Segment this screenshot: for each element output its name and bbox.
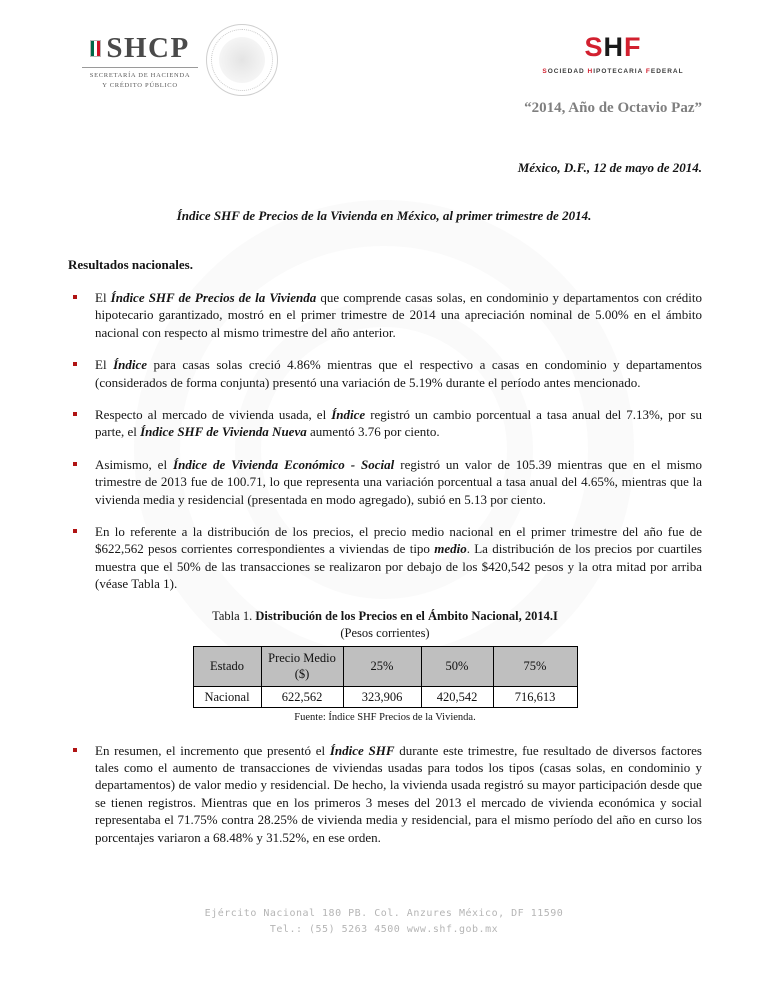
table-row <box>193 686 577 708</box>
bullet-icon <box>68 456 95 508</box>
table-header-25pct: 25% <box>343 647 421 687</box>
document-body <box>68 289 702 861</box>
bullet-text: En lo referente a la distribución de los precios, el precio medio nacional en el primer trimestre del año fue de $622,562 pesos corrientes correspondientes a viviendas de tipo medio. La distribución de los precios por cuartiles muestra que el 50% de las transacciones se realizaron por debajo de los $420,542 pesos y la otra mitad por arriba (véase Tabla 1). <box>95 524 702 592</box>
bullet-item <box>68 742 702 846</box>
table-source: Fuente: Índice SHF Precios de la Vivienda. <box>294 712 476 724</box>
bullet-item <box>68 523 702 593</box>
shcp-logo <box>82 34 198 92</box>
shf-subtitle: SOCIEDAD HIPOTECARIA FEDERAL <box>542 68 684 75</box>
table-caption-sub: (Pesos corrientes) <box>340 626 430 641</box>
table-header-row <box>193 647 577 687</box>
bullet-item <box>68 289 702 341</box>
cell-25pct: 323,906 <box>343 686 421 708</box>
bullet-icon <box>68 406 95 441</box>
table-header-precio-medio: Precio Medio ($) <box>261 647 343 687</box>
bullet-icon <box>68 523 95 593</box>
bullet-icon <box>68 742 95 846</box>
bullet-text: El Índice para casas solas creció 4.86% mientras que el respectivo a casas en condominio y departamentos (considerados de forma conjunta) presentó una variación de 5.19% durante el período antes mencionado. <box>95 357 702 390</box>
bullet-icon <box>68 289 95 341</box>
footer-contact: Tel.: (55) 5263 4500 www.shf.gob.mx <box>269 924 499 935</box>
cell-75pct: 716,613 <box>493 686 577 708</box>
bullet-text: El Índice SHF de Precios de la Vivienda que comprende casas solas, en condominio y departamentos con crédito hipotecario garantizado, mostró en el primer trimestre de 2014 una apreciación nominal de 5.00% en el ámbito nacional con respecto al mismo trimestre del año anterior. <box>95 290 702 340</box>
bullet-item <box>68 456 702 508</box>
national-seal-icon <box>206 24 278 96</box>
shcp-subtitle <box>82 67 198 92</box>
bullet-text: Respecto al mercado de vivienda usada, el Índice registró un cambio porcentual a tasa anual del 7.13%, por su parte, el Índice SHF de Vivienda Nueva aumentó 3.76 por ciento. <box>95 407 702 440</box>
shcp-subtitle-line2: Y CRÉDITO PÚBLICO <box>102 82 178 90</box>
section-heading: Resultados nacionales. <box>68 257 193 272</box>
table-caption: Tabla 1. Distribución de los Precios en el Ámbito Nacional, 2014.I <box>212 608 558 623</box>
dateline: México, D.F., 12 de mayo de 2014. <box>517 160 702 175</box>
shf-acronym: SHF <box>584 32 642 62</box>
footer-address: Ejército Nacional 180 PB. Col. Anzures México, DF 11590 <box>204 908 564 919</box>
shcp-acronym: SHCP <box>106 32 190 64</box>
table-header-50pct: 50% <box>421 647 493 687</box>
table-header-estado: Estado <box>193 647 261 687</box>
prices-table <box>193 646 578 708</box>
cell-50pct: 420,542 <box>421 686 493 708</box>
cell-precio-medio: 622,562 <box>261 686 343 708</box>
bullet-item <box>68 406 702 441</box>
bullet-icon <box>68 356 95 391</box>
shf-logo <box>528 34 698 75</box>
year-legend: “2014, Año de Octavio Paz” <box>524 100 702 116</box>
bullet-text: En resumen, el incremento que presentó el Índice SHF durante este trimestre, fue resultado de diversos factores tales como el aumento de transacciones de viviendas usadas para todos los tipos (casas solas, en condominio y departamentos) de valor medio y residencial. De hecho, la vivienda usada registró su mayor participación desde que se tienen registros. Mientras que en los primeros 3 meses del 2013 el mercado de vivienda económica y social representaba el 71.75% contra 28.25% de vivienda media y residencial, para el mismo período del año en curso los porcentajes variaron a 68.48% y 31.52%, en ese orden. <box>95 742 702 845</box>
cell-estado: Nacional <box>193 686 261 708</box>
bullet-item <box>68 356 702 391</box>
shcp-wordmark <box>82 34 198 63</box>
table-section <box>68 608 702 726</box>
bullet-text: Asimismo, el Índice de Vivienda Económico - Social registró un valor de 105.39 mientras que en el mismo trimestre de 2013 fue de 100.71, lo que representa una variación porcentual a tasa anual del 4.65%, mientras que la vivienda media y residencial (presentada en modo agregado), subió en 5.13 por ciento. <box>95 456 702 507</box>
table-header-75pct: 75% <box>493 647 577 687</box>
mexican-flag-icon <box>90 40 101 57</box>
document-footer <box>0 906 768 938</box>
shcp-subtitle-line1: SECRETARÍA DE HACIENDA <box>89 72 191 79</box>
document-title: Índice SHF de Precios de la Vivienda en México, al primer trimestre de 2014. <box>176 208 592 223</box>
